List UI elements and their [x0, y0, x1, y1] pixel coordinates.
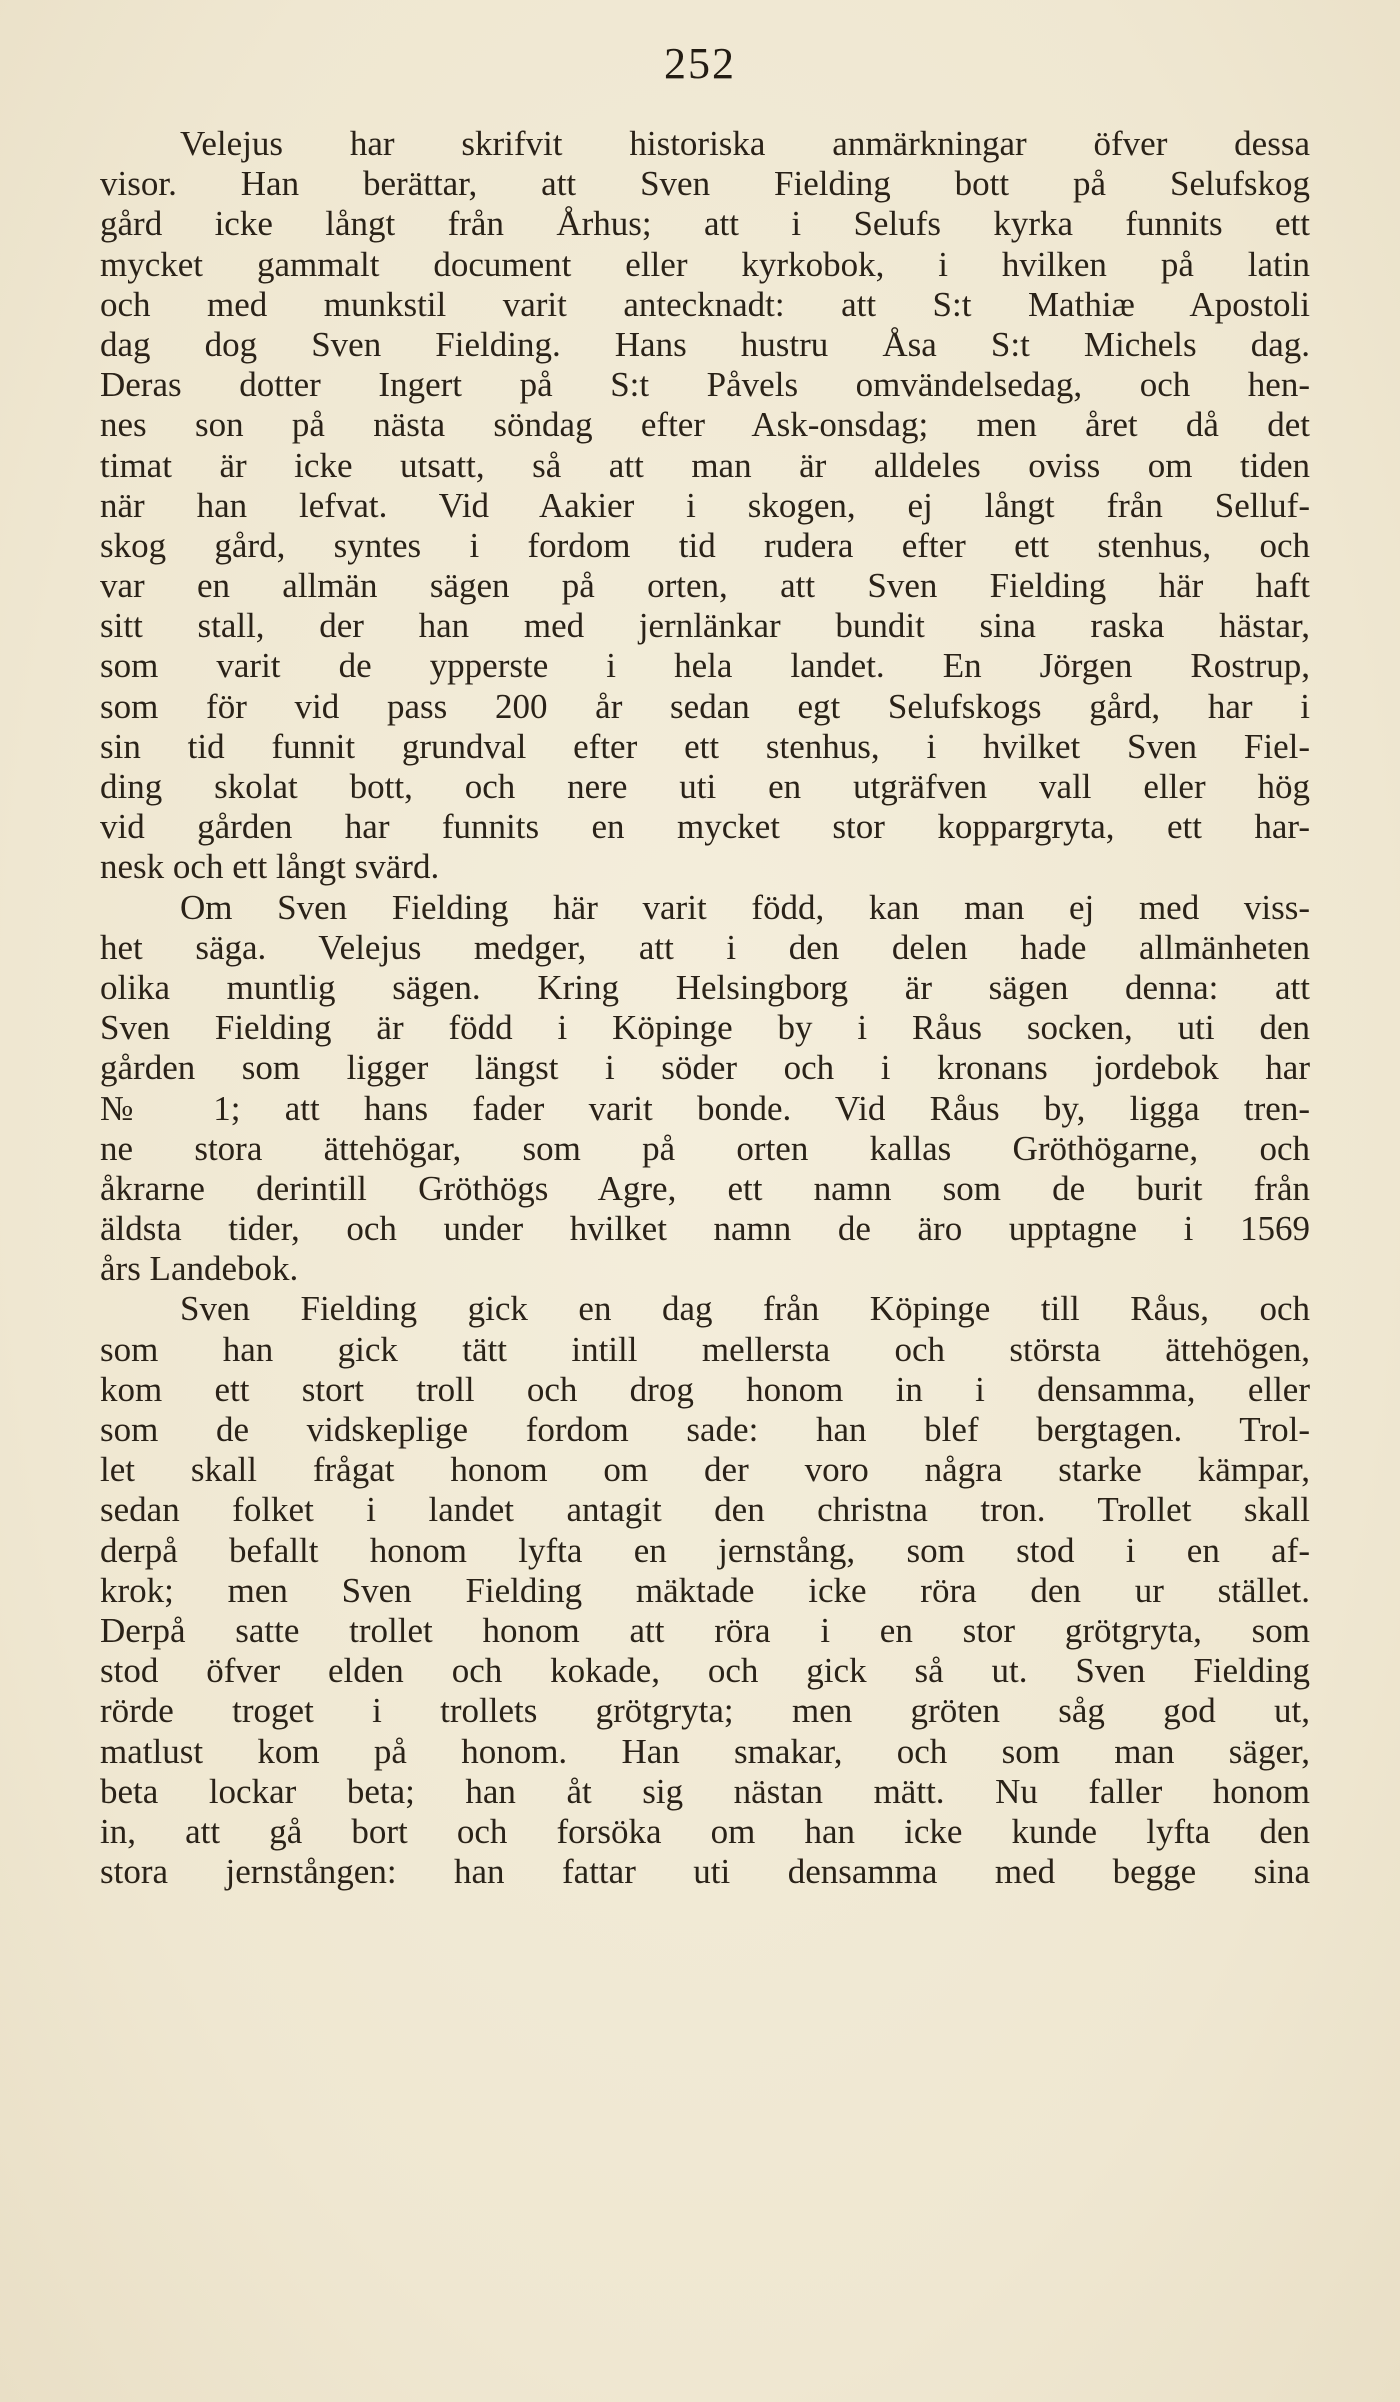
text-line: № 1; att hans fader varit bonde. Vid Råus by, ligga tren- — [100, 1088, 1310, 1128]
text-line: in, att gå bort och forsöka om han icke kunde lyfta den — [100, 1811, 1310, 1851]
text-line: gård icke långt från Århus; att i Selufs kyrka funnits ett — [100, 204, 1310, 244]
text-line: när han lefvat. Vid Aakier i skogen, ej långt från Selluf- — [100, 485, 1310, 525]
text-line: som han gick tätt intill mellersta och största ättehögen, — [100, 1329, 1310, 1369]
text-line: sitt stall, der han med jernlänkar bundit sina raska hästar, — [100, 606, 1310, 646]
text-line: het säga. Velejus medger, att i den delen hade allmänheten — [100, 927, 1310, 967]
text-line: beta lockar beta; han åt sig nästan mätt. Nu faller honom — [100, 1771, 1310, 1811]
text-line: visor. Han berättar, att Sven Fielding bott på Selufskog — [100, 164, 1310, 204]
text-line: Om Sven Fielding här varit född, kan man ej med viss- — [180, 887, 1310, 927]
text-line: som de vidskeplige fordom sade: han blef bergtagen. Trol- — [100, 1410, 1310, 1449]
text-line: dag dog Sven Fielding. Hans hustru Åsa S:t Michels dag. — [100, 324, 1310, 364]
text-line: sedan folket i landet antagit den christna tron. Trollet skall — [100, 1490, 1310, 1530]
text-line: ding skolat bott, och nere uti en utgräfven vall eller hög — [100, 767, 1310, 806]
text-line: skog gård, syntes i fordom tid rudera efter ett stenhus, och — [100, 525, 1310, 565]
text-line: och med munkstil varit antecknadt: att S:t Mathiæ Apostoli — [100, 284, 1310, 324]
text-line: rörde troget i trollets grötgryta; men gröten såg god ut, — [100, 1691, 1310, 1731]
text-line: Deras dotter Ingert på S:t Påvels omvändelsedag, och hen- — [100, 365, 1310, 405]
text-line: som för vid pass 200 år sedan egt Selufskogs gård, har i — [100, 686, 1310, 726]
body-text — [100, 124, 1310, 1892]
text-line: som varit de ypperste i hela landet. En Jörgen Rostrup, — [100, 646, 1310, 686]
text-line: mycket gammalt document eller kyrkobok, i hvilken på latin — [100, 244, 1310, 284]
text-line: vid gården har funnits en mycket stor koppargryta, ett har- — [100, 807, 1310, 847]
text-line: Sven Fielding är född i Köpinge by i Råus socken, uti den — [100, 1008, 1310, 1048]
text-line: kom ett stort troll och drog honom in i densamma, eller — [100, 1369, 1310, 1409]
text-line: nes son på nästa söndag efter Ask-onsdag; men året då det — [100, 405, 1310, 445]
text-line: ne stora ättehögar, som på orten kallas Gröthögarne, och — [100, 1128, 1310, 1168]
text-line: Sven Fielding gick en dag från Köpinge till Råus, och — [180, 1289, 1310, 1329]
text-line: nesk och ett långt svärd. — [100, 847, 440, 887]
text-line: stod öfver elden och kokade, och gick så ut. Sven Fielding — [100, 1651, 1310, 1691]
text-line: var en allmän sägen på orten, att Sven Fielding här haft — [100, 566, 1310, 606]
text-line: timat är icke utsatt, så att man är alldeles oviss om tiden — [100, 445, 1310, 485]
text-line: års Landebok. — [100, 1249, 299, 1289]
text-line: let skall frågat honom om der voro några starke kämpar, — [100, 1450, 1310, 1490]
text-line: åkrarne derintill Gröthögs Agre, ett namn som de burit från — [100, 1168, 1310, 1208]
page-number: 252 — [664, 39, 736, 88]
text-line: Velejus har skrifvit historiska anmärkningar öfver dessa — [180, 124, 1310, 163]
text-line: äldsta tider, och under hvilket namn de äro upptagne i 1569 — [100, 1209, 1310, 1249]
text-line: derpå befallt honom lyfta en jernstång, som stod i en af- — [100, 1530, 1310, 1570]
text-line: gården som ligger längst i söder och i kronans jordebok har — [100, 1048, 1310, 1088]
text-line: olika muntlig sägen. Kring Helsingborg är sägen denna: att — [100, 967, 1310, 1007]
text-line: matlust kom på honom. Han smakar, och som man säger, — [100, 1731, 1310, 1771]
text-line: Derpå satte trollet honom att röra i en stor grötgryta, som — [100, 1610, 1310, 1650]
text-line: stora jernstången: han fattar uti densamma med begge sina — [100, 1852, 1310, 1892]
text-line: sin tid funnit grundval efter ett stenhus, i hvilket Sven Fiel- — [100, 726, 1310, 766]
text-line: krok; men Sven Fielding mäktade icke röra den ur stället. — [100, 1570, 1310, 1610]
